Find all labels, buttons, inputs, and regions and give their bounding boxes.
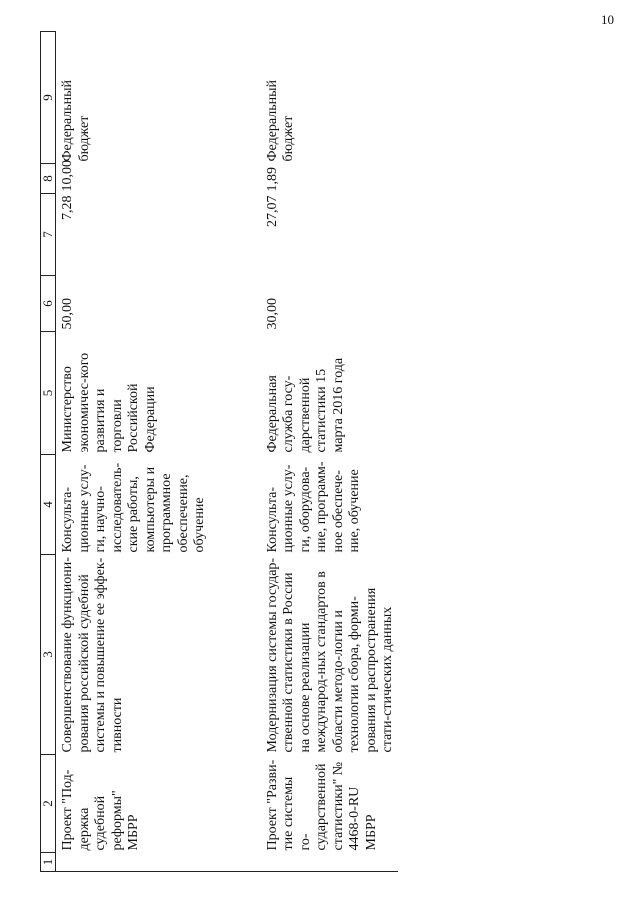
rotated-table-container xyxy=(40,32,600,872)
cell-number xyxy=(56,853,210,872)
cell-number xyxy=(210,853,398,872)
cell-value-6: 30,00 xyxy=(264,298,280,330)
column-header: 6 xyxy=(41,276,56,332)
cell-value-6: 50,00 xyxy=(60,298,75,330)
cell-agency: Федеральная служба госу-дарственной статистики 15 марта 2016 года xyxy=(264,357,346,453)
page-number: 10 xyxy=(601,12,614,27)
cell-project: Проект "Разви-тие системы го-сударственной статистики" № 4468-0-RU МБРР xyxy=(264,759,379,851)
table-row xyxy=(210,32,398,872)
cell-project: Проект "Под-держка судебной реформы" МБРР xyxy=(60,769,141,851)
column-header: 3 xyxy=(41,555,56,755)
cell-funding: Федеральный бюджет xyxy=(60,79,92,162)
column-header-row xyxy=(41,32,56,872)
cell-services: Консульта-ционные услу-ги, научно-исследователь-ские работы, компьютеры и программное обеспечение, обучение xyxy=(60,462,207,553)
column-header: 8 xyxy=(41,164,56,194)
projects-table xyxy=(40,31,398,872)
cell-agency: Министерство экономичес-кого развития и торговли Российской Федерации xyxy=(60,352,158,453)
cell-value-8: 10,00 xyxy=(60,160,75,192)
column-header: 7 xyxy=(41,194,56,276)
cell-services: Консульта-ционные услу-ги, оборудова-ние, программ-ное обеспече-ние, обучение xyxy=(264,461,362,553)
cell-funding: Федеральный бюджет xyxy=(264,79,296,162)
cell-goal: Модернизация системы государ-ственной статистики в России на основе реализации международ-ных стандартов в области методо-логии и технологии сбора, форми-рования и распространения стати-стических данных xyxy=(264,557,395,753)
column-header: 9 xyxy=(41,32,56,164)
column-header: 2 xyxy=(41,755,56,853)
cell-value-7: 27,07 xyxy=(264,195,280,227)
cell-goal: Совершенствование функциони-рования российской судебной системы и повышение ее эффек-тивности xyxy=(60,557,125,753)
column-header: 5 xyxy=(41,332,56,455)
column-header: 4 xyxy=(41,455,56,555)
cell-value-8: 1,89 xyxy=(264,167,280,192)
cell-value-7: 7,28 xyxy=(60,195,75,220)
table-row xyxy=(56,32,210,872)
column-header: 1 xyxy=(41,853,56,872)
